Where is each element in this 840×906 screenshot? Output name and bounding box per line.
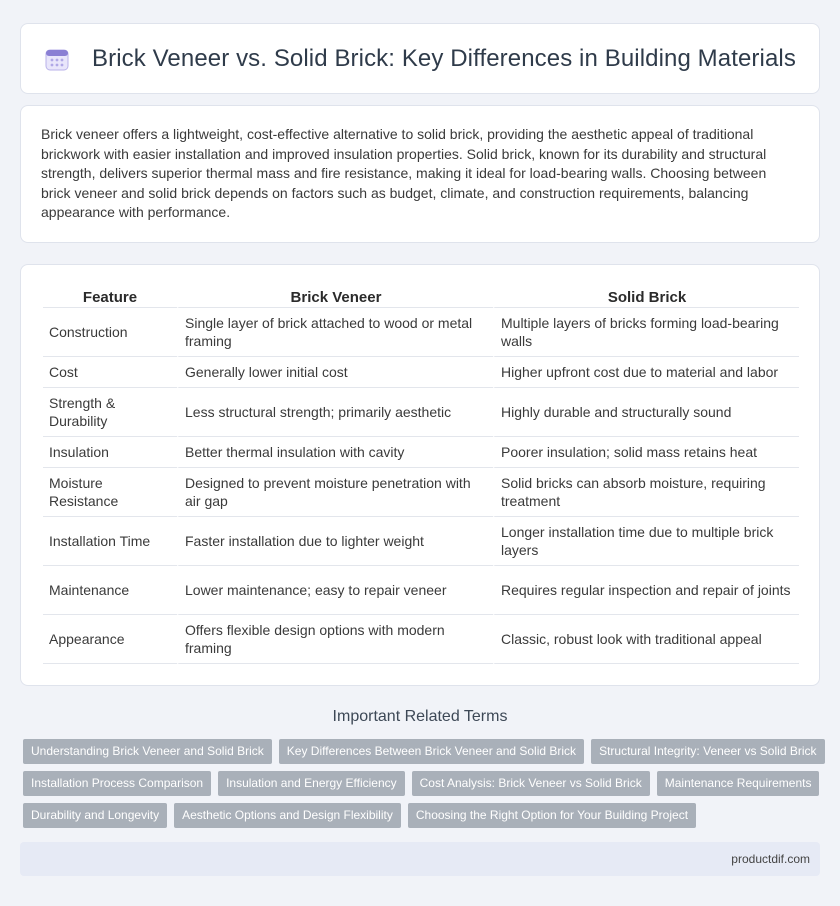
table-header-row (43, 286, 799, 308)
table-row (43, 468, 799, 517)
tag-row (23, 771, 823, 796)
header-feature: Feature (43, 286, 177, 308)
table-row (43, 566, 799, 615)
table-row (43, 308, 799, 357)
cell-solid-brick: Classic, robust look with traditional appeal (493, 615, 799, 664)
related-terms-tags (23, 739, 823, 835)
related-term-tag[interactable]: Aesthetic Options and Design Flexibility (174, 803, 401, 828)
cell-feature: Installation Time (43, 517, 177, 566)
related-term-tag[interactable]: Understanding Brick Veneer and Solid Brick (23, 739, 272, 764)
header-card (20, 23, 820, 94)
header-solid-brick: Solid Brick (493, 286, 799, 308)
cell-solid-brick: Requires regular inspection and repair of joints (493, 566, 799, 615)
cell-feature: Appearance (43, 615, 177, 664)
related-terms-title: Important Related Terms (332, 708, 508, 725)
cell-feature: Moisture Resistance (43, 468, 177, 517)
cell-solid-brick: Higher upfront cost due to material and labor (493, 357, 799, 388)
cell-brick-veneer: Less structural strength; primarily aesthetic (177, 388, 493, 437)
tag-row (23, 803, 823, 828)
cell-solid-brick: Poorer insulation; solid mass retains heat (493, 437, 799, 468)
page-title: Brick Veneer vs. Solid Brick: Key Differences in Building Materials (92, 44, 796, 72)
header (44, 45, 796, 73)
header-brick-veneer: Brick Veneer (177, 286, 493, 308)
footer (20, 842, 820, 876)
related-term-tag[interactable]: Cost Analysis: Brick Veneer vs Solid Brick (412, 771, 650, 796)
footer-site-link[interactable]: productdif.com (731, 852, 810, 866)
table-row (43, 615, 799, 664)
related-term-tag[interactable]: Maintenance Requirements (657, 771, 820, 796)
intro-paragraph: Brick veneer offers a lightweight, cost-effective alternative to solid brick, providing the aesthetic appeal of traditional brickwork with easier installation and improved insulation properties. Solid brick, known for its durability and structural strength, delivers superior thermal mass and fire resistance, making it ideal for load-bearing walls. Choosing between brick veneer and solid brick depends on factors such as budget, climate, and construction requirements, balancing appearance with performance. (41, 126, 767, 221)
cell-brick-veneer: Faster installation due to lighter weight (177, 517, 493, 566)
cell-solid-brick: Longer installation time due to multiple brick layers (493, 517, 799, 566)
cell-feature: Construction (43, 308, 177, 357)
cell-solid-brick: Multiple layers of bricks forming load-bearing walls (493, 308, 799, 357)
comparison-table (43, 286, 799, 664)
table-row (43, 517, 799, 566)
related-term-tag[interactable]: Installation Process Comparison (23, 771, 211, 796)
cell-feature: Strength & Durability (43, 388, 177, 437)
related-term-tag[interactable]: Structural Integrity: Veneer vs Solid Brick (591, 739, 824, 764)
cell-brick-veneer: Better thermal insulation with cavity (177, 437, 493, 468)
cell-brick-veneer: Generally lower initial cost (177, 357, 493, 388)
table-row (43, 357, 799, 388)
table-row (43, 388, 799, 437)
related-term-tag[interactable]: Choosing the Right Option for Your Building Project (408, 803, 696, 828)
table-row (43, 437, 799, 468)
related-term-tag[interactable]: Durability and Longevity (23, 803, 167, 828)
cell-brick-veneer: Designed to prevent moisture penetration with air gap (177, 468, 493, 517)
cell-brick-veneer: Single layer of brick attached to wood or metal framing (177, 308, 493, 357)
cell-feature: Maintenance (43, 566, 177, 615)
cell-brick-veneer: Lower maintenance; easy to repair veneer (177, 566, 493, 615)
related-term-tag[interactable]: Insulation and Energy Efficiency (218, 771, 405, 796)
cell-brick-veneer: Offers flexible design options with modern framing (177, 615, 493, 664)
cell-feature: Insulation (43, 437, 177, 468)
calendar-icon (44, 46, 70, 72)
cell-solid-brick: Solid bricks can absorb moisture, requiring treatment (493, 468, 799, 517)
related-term-tag[interactable]: Key Differences Between Brick Veneer and Solid Brick (279, 739, 584, 764)
cell-solid-brick: Highly durable and structurally sound (493, 388, 799, 437)
intro-card (20, 105, 820, 243)
tag-row (23, 739, 823, 764)
cell-feature: Cost (43, 357, 177, 388)
table-card (20, 264, 820, 686)
